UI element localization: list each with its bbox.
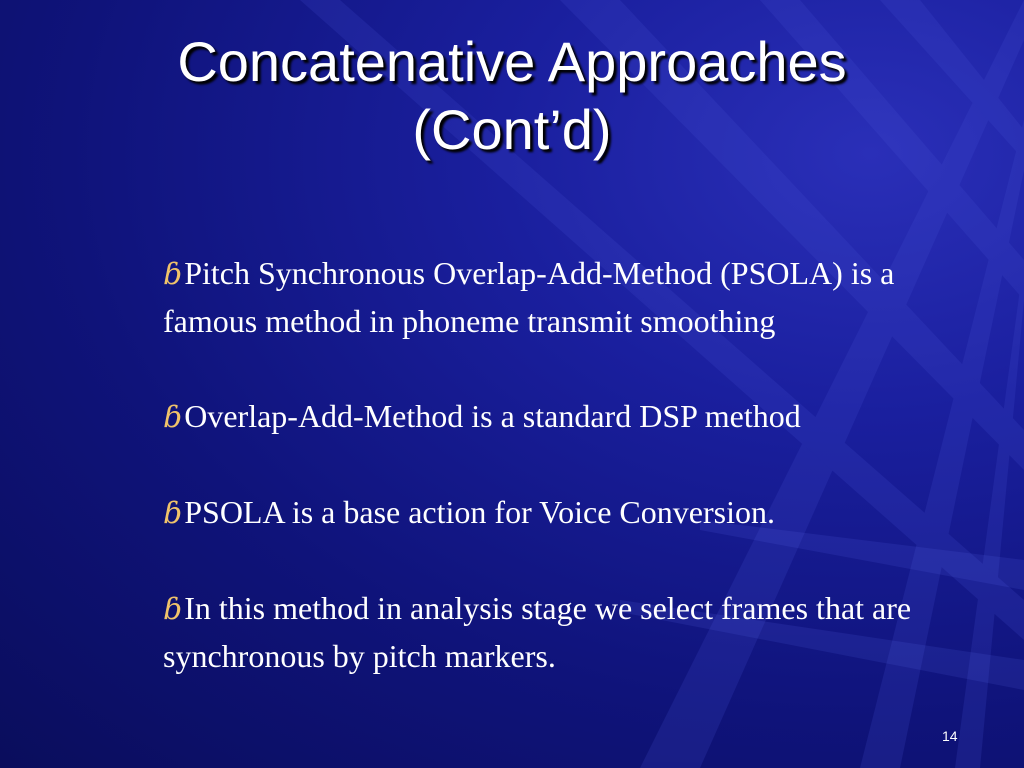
bullet-text-2: Overlap-Add-Method is a standard DSP method xyxy=(184,398,801,434)
bullet-item-4 xyxy=(163,585,963,680)
slide-title xyxy=(0,28,1024,164)
bullet-text-1: Pitch Synchronous Overlap-Add-Method (PSOLA) is a famous method in phoneme transmit smoothing xyxy=(163,255,895,339)
bullet-icon: ɓ xyxy=(163,257,183,292)
bullet-icon: ɓ xyxy=(163,592,183,627)
bullet-list xyxy=(163,250,963,728)
bullet-text-3: PSOLA is a base action for Voice Conversion. xyxy=(184,494,775,530)
bullet-text-4: In this method in analysis stage we select frames that are synchronous by pitch markers. xyxy=(163,590,912,674)
page-number: 14 xyxy=(942,728,958,744)
bullet-icon: ɓ xyxy=(163,400,183,435)
slide-title-line-1: Concatenative Approaches xyxy=(177,30,847,93)
bullet-item-3 xyxy=(163,489,963,537)
slide-title-line-2: (Cont’d) xyxy=(412,98,612,161)
bullet-item-2 xyxy=(163,393,963,441)
bullet-icon: ɓ xyxy=(163,496,183,531)
bullet-item-1 xyxy=(163,250,963,345)
